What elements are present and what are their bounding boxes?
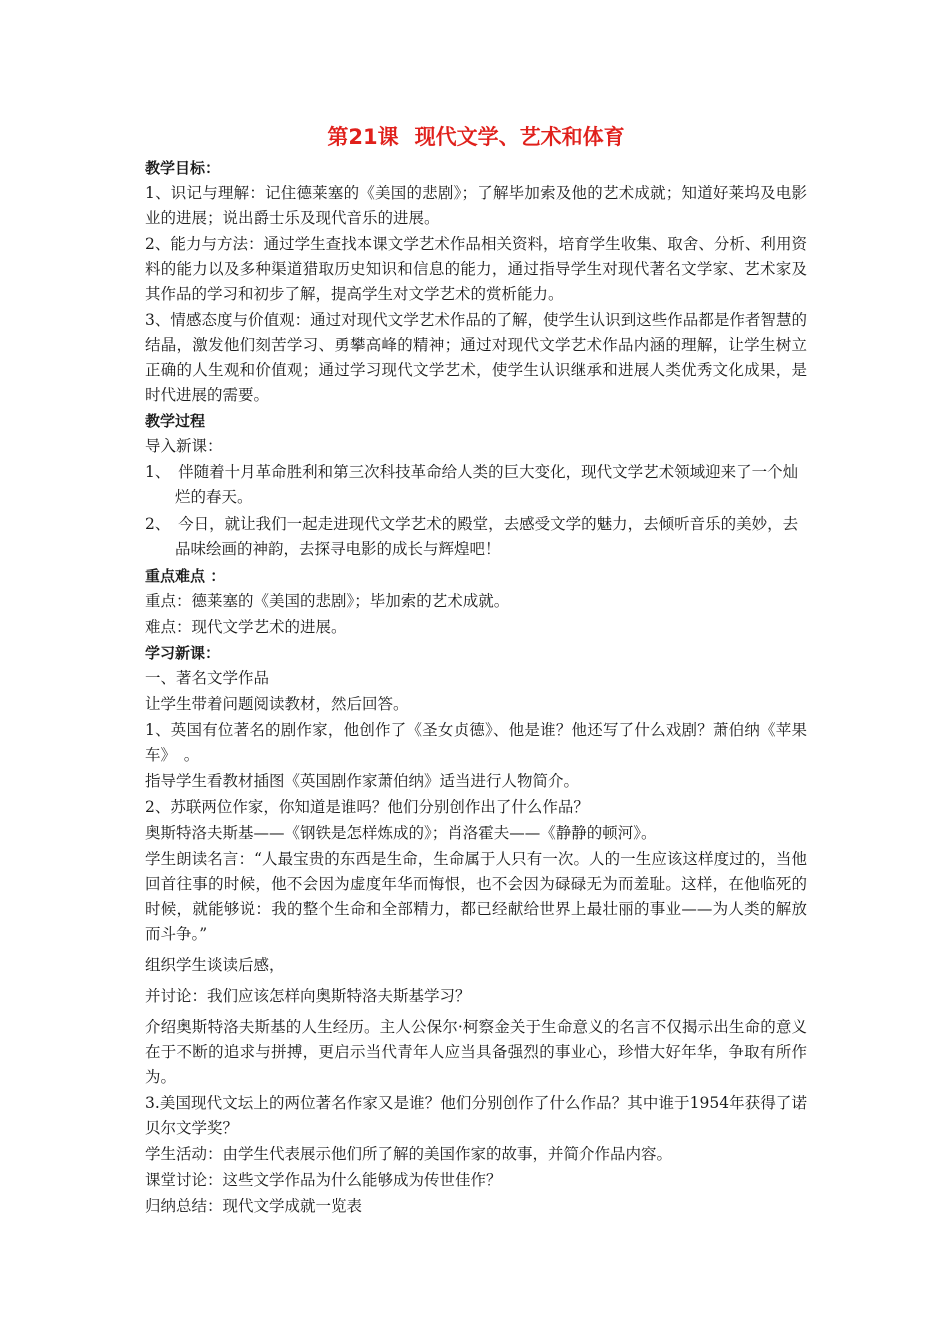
intro-item-1: 1、 伴随着十月革命胜利和第三次科技革命给人类的巨大变化，现代文学艺术领域迎来了一个灿烂的春天。 bbox=[145, 463, 799, 506]
class-discussion: 课堂讨论：这些文学作品为什么能够成为传世佳作？ bbox=[145, 1171, 502, 1189]
lesson-topic: 现代文学、艺术和体育 bbox=[414, 125, 625, 149]
objective-3: 3、情感态度与价值观：通过对现代文学艺术作品的了解，使学生认识到这些作品都是作者智慧的结晶，激发他们刻苦学习、勇攀高峰的精神；通过对现代文学艺术作品内涵的理解，让学生树立正确的人生观和价值观；通过学习现代文学艺术，使学生认识继承和进展人类优秀文化成果，是时代进展的需要。 bbox=[145, 311, 807, 404]
objective-2: 2、能力与方法：通过学生查找本课文学艺术作品相关资料，培育学生收集、取舍、分析、利用资料的能力以及多种渠道猎取历史知识和信息的能力，通过指导学生对现代著名文学家、艺术家及其作品的学习和初步了解，提高学生对文学艺术的赏析能力。 bbox=[145, 235, 807, 303]
guide-illustration: 指导学生看教材插图《英国剧作家萧伯纳》适当进行人物简介。 bbox=[145, 772, 580, 790]
soviet-works: 奥斯特洛夫斯基——《钢铁是怎样炼成的》；肖洛霍夫——《静静的顿河》。 bbox=[145, 824, 657, 842]
lesson-number: 第21课 bbox=[327, 125, 399, 149]
lesson-title bbox=[145, 122, 807, 152]
objective-1: 1、识记与理解：记住德莱塞的《美国的悲剧》；了解毕加索及他的艺术成就；知道好莱坞及电影业的进展；说出爵士乐及现代音乐的进展。 bbox=[145, 184, 807, 227]
intro-label: 导入新课： bbox=[145, 437, 223, 455]
discussion-question: 并讨论：我们应该怎样向奥斯特洛夫斯基学习？ bbox=[145, 987, 471, 1005]
new-lesson-heading: 学习新课： bbox=[145, 644, 221, 662]
biography-intro: 介绍奥斯特洛夫斯基的人生经历。主人公保尔·柯察金关于生命意义的名言不仅揭示出生命的意义在于不断的追求与拼搏，更启示当代青年人应当具备强烈的事业心，珍惜大好年华，争取有所作为。 bbox=[145, 1018, 807, 1086]
objectives-heading: 教学目标： bbox=[145, 159, 221, 177]
key-points-heading: 重点难点 ： bbox=[145, 567, 226, 585]
difficult-point: 难点：现代文学艺术的进展。 bbox=[145, 618, 347, 636]
reading-instruction: 让学生带着问题阅读教材，然后回答。 bbox=[145, 695, 409, 713]
question-3: 3.美国现代文坛上的两位著名作家又是谁？他们分别创作了什么作品？其中谁于1954年获得了诺贝尔文学奖？ bbox=[145, 1094, 807, 1137]
document-page bbox=[145, 122, 807, 1220]
question-2: 2、苏联两位作家，你知道是谁吗？他们分别创作出了什么作品？ bbox=[145, 798, 589, 816]
key-point: 重点：德莱塞的《美国的悲剧》；毕加索的艺术成就。 bbox=[145, 592, 510, 610]
section-heading-literature: 一、著名文学作品 bbox=[145, 669, 270, 687]
process-heading: 教学过程 bbox=[145, 412, 206, 430]
quote-reading: 学生朗读名言：“人最宝贵的东西是生命，生命属于人只有一次。人的一生应该这样度过的，当他回首往事的时候，他不会因为虚度年华而悔恨，也不会因为碌碌无为而羞耻。这样，在他临死的时候，就能够说：我的整个生命和全部精力，都已经献给世界上最壮丽的事业——为人类的解放而斗争。” bbox=[145, 850, 807, 943]
summary: 归纳总结：现代文学成就一览表 bbox=[145, 1197, 363, 1215]
question-1: 1、英国有位著名的剧作家，他创作了《圣女贞德》、他是谁？他还写了什么戏剧？萧伯纳《苹果车》 。 bbox=[145, 721, 807, 764]
discussion-prompt: 组织学生谈读后感， bbox=[145, 956, 285, 974]
intro-item-2: 2、 今日，就让我们一起走进现代文学艺术的殿堂，去感受文学的魅力，去倾听音乐的美妙，去品味绘画的神韵，去探寻电影的成长与辉煌吧！ bbox=[145, 515, 799, 558]
student-activity: 学生活动：由学生代表展示他们所了解的美国作家的故事，并简介作品内容。 bbox=[145, 1145, 673, 1163]
